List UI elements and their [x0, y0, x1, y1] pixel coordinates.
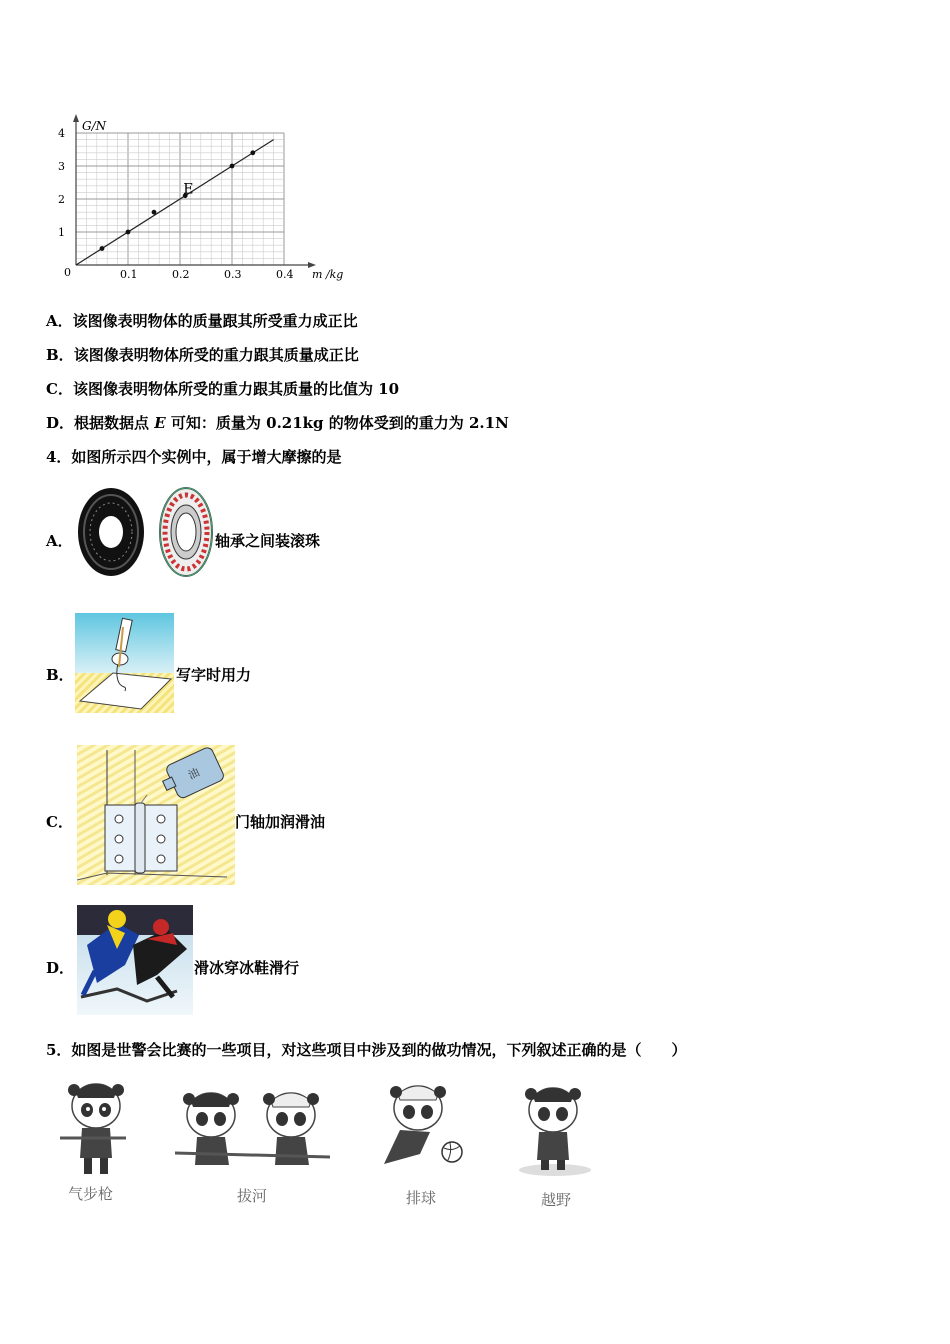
q4-option-d-letter: D． [46, 959, 75, 977]
data-point [152, 210, 157, 215]
panda-tug-of-war-image [175, 1085, 330, 1180]
skating-image [77, 905, 193, 1015]
q5-stem: 5．如图是世警会比赛的一些项目，对这些项目中涉及到的做功情况，下列叙述正确的是（ ） [46, 1041, 687, 1059]
q3-option-b: B．该图像表明物体所受的重力跟其质量成正比 [46, 346, 359, 364]
x-tick-label: 0.4 [276, 268, 294, 281]
panda-volleyball-image [370, 1078, 465, 1178]
q4-option-b-letter: B． [46, 666, 74, 684]
y-tick-label: 2 [58, 193, 65, 206]
x-tick-label: 0.1 [120, 268, 138, 281]
x-axis-label: m /kg [312, 268, 344, 281]
y-axis-arrow [73, 114, 79, 122]
oil-can-label: 油 [186, 765, 202, 783]
writing-image [75, 613, 174, 713]
q4-stem: 4．如图所示四个实例中，属于增大摩擦的是 [46, 448, 342, 466]
data-point [126, 230, 131, 235]
caption-air-rifle: 气步枪 [68, 1185, 114, 1203]
panda-cross-country-image [515, 1082, 595, 1176]
data-point [250, 150, 255, 155]
x-tick-label: 0.2 [172, 268, 190, 281]
bearing-image [76, 484, 216, 580]
q4-option-a-text: 轴承之间装滚珠 [215, 532, 321, 550]
q4-option-c-letter: C． [46, 813, 73, 831]
point-label-e: E [183, 181, 194, 198]
caption-tug-of-war: 拔河 [237, 1187, 268, 1205]
x-tick-label: 0.3 [224, 268, 242, 281]
q4-option-d-text: 滑冰穿冰鞋滑行 [194, 959, 300, 977]
caption-cross-country: 越野 [541, 1191, 572, 1209]
y-axis-label: G/N [82, 119, 107, 133]
q3-option-a: A．该图像表明物体的质量跟其所受重力成正比 [46, 312, 358, 330]
panda-air-rifle-image [56, 1078, 136, 1178]
y-tick-label: 4 [58, 127, 65, 140]
q4-option-b-text: 写字时用力 [176, 666, 252, 684]
y-tick-label: 3 [58, 160, 65, 173]
data-point [100, 246, 105, 251]
gravity-mass-chart [50, 110, 370, 290]
q4-option-c-text: 门轴加润滑油 [235, 813, 326, 831]
data-point [230, 164, 235, 169]
q4-option-a-letter: A． [46, 532, 73, 550]
y-tick-label: 1 [58, 226, 65, 239]
door-hinge-image [77, 745, 235, 885]
origin-label: 0 [64, 266, 71, 279]
caption-volleyball: 排球 [406, 1189, 437, 1207]
q3-option-d: D．根据数据点 E 可知：质量为 0.21kg 的物体受到的重力为 2.1N [46, 414, 509, 432]
fit-line [76, 140, 274, 265]
q3-option-c: C．该图像表明物体所受的重力跟其质量的比值为 10 [46, 380, 400, 398]
